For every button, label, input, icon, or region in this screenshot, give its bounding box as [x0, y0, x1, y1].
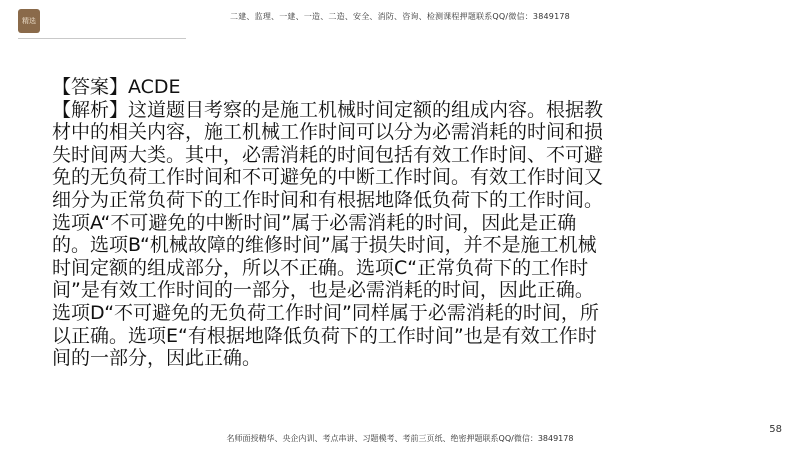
logo-text: 精选	[22, 16, 36, 25]
answer-content	[52, 76, 612, 370]
analysis-paragraph: 【解析】这道题目考察的是施工机械时间定额的组成内容。根据教材中的相关内容，施工机械工作时间可以分为必需消耗的时间和损失时间两大类。其中，必需消耗的时间包括有效工作时间、不可避免的无负荷工作时间和不可避免的中断工作时间。有效工作时间又细分为正常负荷下的工作时间和有根据地降低负荷下的工作时间。	[52, 98, 604, 211]
header-divider	[18, 38, 186, 39]
page-number: 58	[769, 424, 782, 435]
footer-contact-text: 名师面授精华、央企内训、考点串讲、习题模考、考前三页纸、绝密押题联系QQ/微信：3849178	[226, 434, 574, 443]
header-contact-text: 二建、监理、一建、一造、二造、安全、消防、咨询、检测课程押题联系QQ/微信：3849178	[230, 12, 570, 21]
options-paragraph: 选项A“不可避免的中断时间”属于必需消耗的时间，因此是正确的。选项B“机械故障的维修时间”属于损失时间，并不是施工机械时间定额的组成部分，所以不正确。选项C“正常负荷下的工作时间”是有效工作时间的一部分，也是必需消耗的时间，因此正确。选项D“不可避免的无负荷工作时间”同样属于必需消耗的时间，所以正确。选项E“有根据地降低负荷下的工作时间”也是有效工作时间的一部分，因此正确。	[52, 211, 599, 370]
answer-line: 【答案】ACDE	[52, 76, 181, 98]
